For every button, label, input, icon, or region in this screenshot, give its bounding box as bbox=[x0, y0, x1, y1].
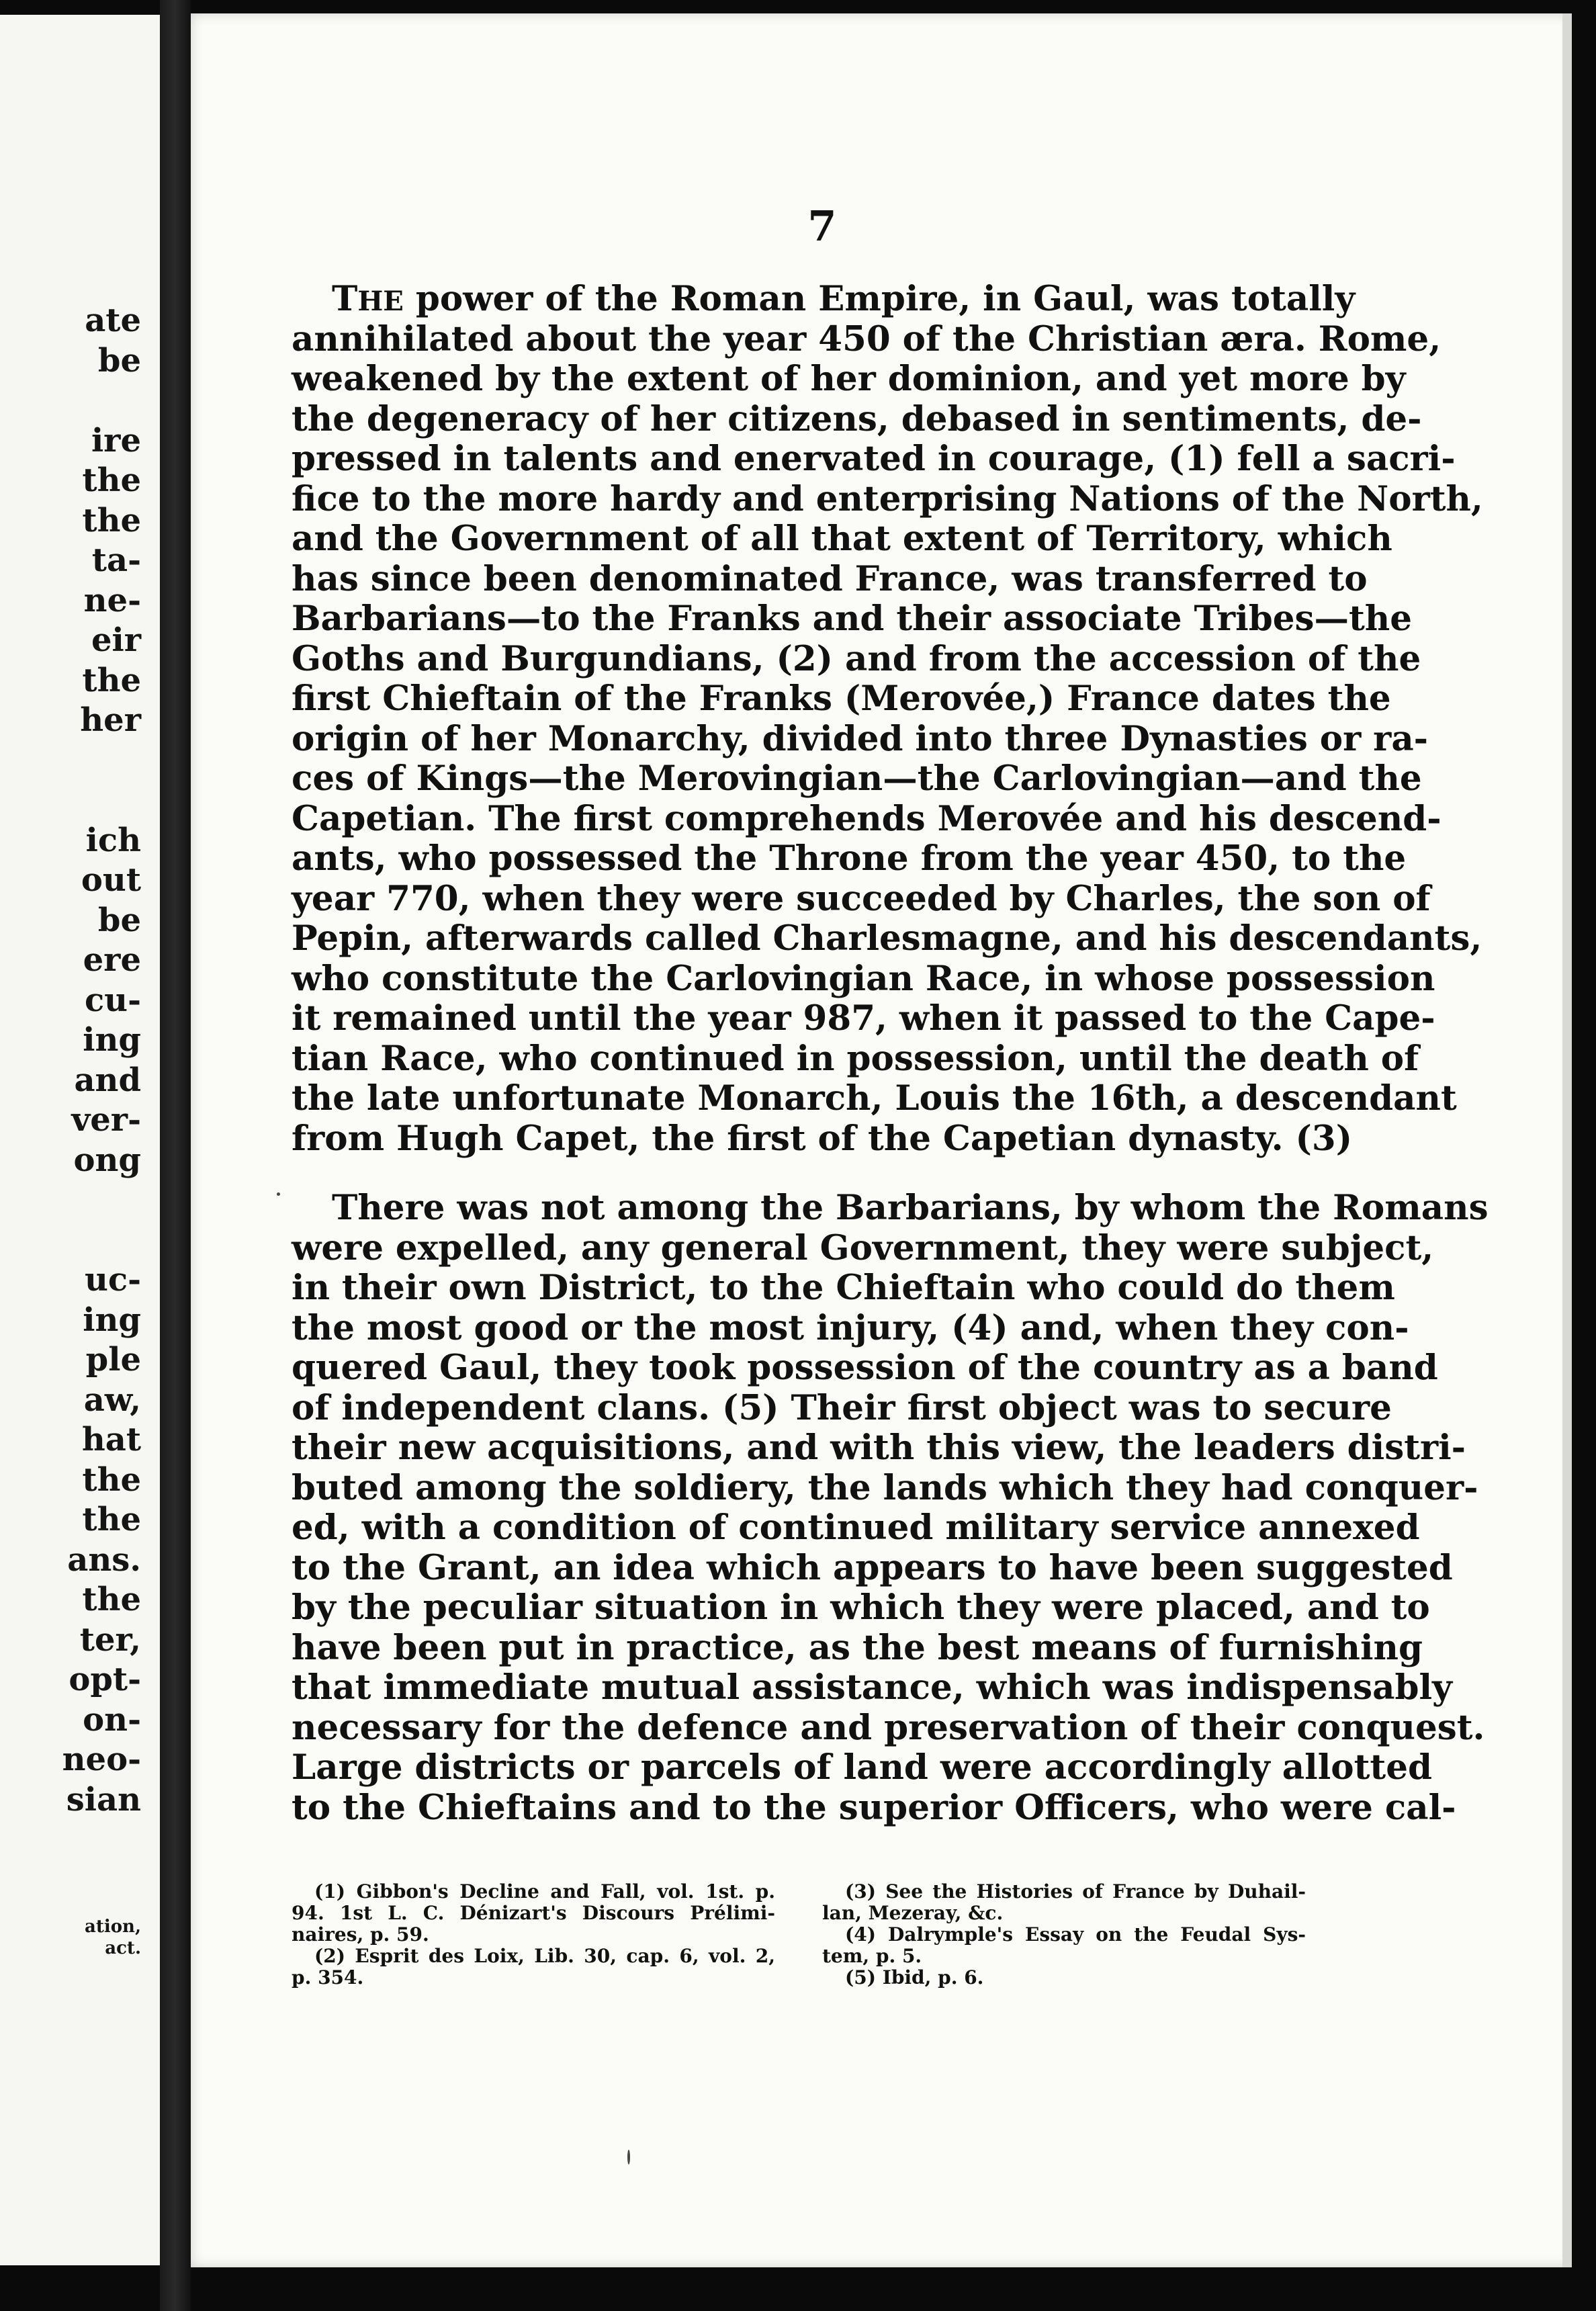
text-line: fice to the more hardy and enterprising Nations of the North, bbox=[292, 478, 1483, 519]
facing-page-line: the bbox=[82, 661, 141, 699]
text-line: ants, who possessed the Throne from the year 450, to the bbox=[292, 838, 1407, 879]
text-line: to the Grant, an idea which appears to have been suggested bbox=[292, 1547, 1453, 1588]
facing-page-line: be bbox=[97, 341, 141, 380]
book-page bbox=[191, 13, 1572, 2267]
facing-page-line: the bbox=[82, 501, 141, 539]
facing-page-line: the bbox=[82, 1581, 141, 1618]
text-line: ed, with a condition of continued military service annexed bbox=[292, 1508, 1420, 1548]
facing-page-line: ich bbox=[85, 821, 141, 859]
facing-page-line: cu- bbox=[84, 981, 141, 1019]
paragraph-2 bbox=[292, 1188, 1489, 1828]
footnotes bbox=[292, 1881, 1326, 2015]
facing-page-line: ver- bbox=[71, 1101, 141, 1139]
text-line: origin of her Monarchy, divided into three Dynasties or ra- bbox=[292, 718, 1429, 759]
text-line: Goths and Burgundians, (2) and from the accession of the bbox=[292, 638, 1421, 679]
facing-page-line: her bbox=[80, 701, 141, 739]
text-line: were expelled, any general Government, they were subject, bbox=[292, 1227, 1434, 1268]
text-line: Barbarians—to the Franks and their associate Tribes—the bbox=[292, 599, 1413, 639]
facing-page-line: the bbox=[82, 1501, 141, 1538]
footnote-line: (4) Dalrymple's Essay on the Feudal Sys- bbox=[845, 1923, 1306, 1946]
footnote-line: 94. 1st L. C. Dénizart's Discours Prélimi- bbox=[292, 1902, 775, 1924]
facing-page-line: on- bbox=[83, 1700, 141, 1739]
facing-page-line: and bbox=[74, 1061, 141, 1099]
facing-page-line: be bbox=[97, 901, 141, 939]
text-line: the late unfortunate Monarch, Louis the 16th, a descendant bbox=[292, 1078, 1457, 1119]
text-line: weakened by the extent of her dominion, and yet more by bbox=[292, 359, 1406, 399]
text-line: annihilated about the year 450 of the Christian æra. Rome, bbox=[292, 318, 1442, 359]
text-line: tian Race, who continued in possession, until the death of bbox=[292, 1038, 1419, 1079]
book-gutter bbox=[160, 0, 191, 2311]
text-line: and the Government of all that extent of Territory, which bbox=[292, 519, 1392, 559]
facing-page-line: ing bbox=[83, 1021, 141, 1059]
text-line: have been put in practice, as the best means of furnishing bbox=[292, 1627, 1423, 1668]
footnote-line: (1) Gibbon's Decline and Fall, vol. 1st. p. bbox=[314, 1880, 775, 1903]
facing-page-line: hat bbox=[81, 1421, 141, 1458]
text-line: quered Gaul, they took possession of the country as a band bbox=[292, 1348, 1438, 1388]
facing-page-line: ne- bbox=[83, 581, 141, 619]
facing-page-line: the bbox=[82, 1460, 141, 1499]
footnote-line: naires, p. 59. bbox=[292, 1923, 429, 1946]
page-number: 7 bbox=[807, 202, 837, 251]
facing-page-line: ter, bbox=[79, 1620, 141, 1659]
facing-page-line: ans. bbox=[67, 1540, 141, 1579]
scan-speck bbox=[627, 2150, 630, 2165]
facing-page-line: ing bbox=[83, 1301, 141, 1339]
text-line: Capetian. The first comprehends Merovée and his descend- bbox=[292, 798, 1442, 839]
text-line: There was not among the Barbarians, by whom the Romans bbox=[332, 1188, 1489, 1228]
text-line: in their own District, to the Chieftain who could do them bbox=[292, 1268, 1395, 1308]
facing-page-line: ple bbox=[85, 1341, 141, 1379]
scan-speck bbox=[277, 1192, 280, 1196]
facing-page-line: ire bbox=[91, 421, 141, 460]
facing-page-line: eir bbox=[91, 621, 141, 659]
text-line: Large districts or parcels of land were accordingly allotted bbox=[292, 1747, 1432, 1788]
footnote-line: (2) Esprit des Loix, Lib. 30, cap. 6, vol. 2, bbox=[314, 1945, 775, 1967]
footnotes-right-column bbox=[822, 1881, 1306, 1989]
text-line: pressed in talents and enervated in courage, (1) fell a sacri- bbox=[292, 439, 1456, 479]
footnote-line: (5) Ibid, p. 6. bbox=[845, 1966, 984, 1989]
footnote-line: (3) See the Histories of France by Duhail- bbox=[845, 1880, 1306, 1903]
text-line: from Hugh Capet, the first of the Capetian dynasty. (3) bbox=[292, 1118, 1353, 1159]
text-line: the degeneracy of her citizens, debased in sentiments, de- bbox=[292, 398, 1422, 439]
facing-page-line: neo- bbox=[62, 1741, 141, 1778]
text-line: it remained until the year 987, when it passed to the Cape- bbox=[292, 998, 1435, 1039]
footnote-line: p. 354. bbox=[292, 1966, 364, 1989]
page-edge bbox=[1562, 13, 1572, 2267]
text-line: that immediate mutual assistance, which was indispensably bbox=[292, 1667, 1452, 1708]
paragraph-gap bbox=[292, 1159, 1323, 1188]
text-line: first Chieftain of the Franks (Merovée,) France dates the bbox=[292, 679, 1391, 719]
text-line: THE power of the Roman Empire, in Gaul, was totally bbox=[332, 279, 1356, 319]
facing-page-line: opt- bbox=[69, 1661, 141, 1698]
facing-page-line: ta- bbox=[91, 541, 141, 579]
facing-page-line: ong bbox=[73, 1141, 141, 1179]
facing-page-line: the bbox=[82, 462, 141, 499]
text-line: to the Chieftains and to the superior Officers, who were cal- bbox=[292, 1787, 1456, 1828]
footnote-line: tem, p. 5. bbox=[822, 1945, 922, 1967]
text-line: of independent clans. (5) Their first object was to secure bbox=[292, 1387, 1392, 1428]
text-line: who constitute the Carlovingian Race, in whose possession bbox=[292, 958, 1435, 999]
text-line: Pepin, afterwards called Charlesmagne, and his descendants, bbox=[292, 918, 1482, 959]
facing-page-line: ate bbox=[85, 302, 141, 339]
footnotes-left-column bbox=[292, 1881, 775, 1989]
paragraph-1 bbox=[292, 279, 1483, 1159]
footnote-line: lan, Mezeray, &c. bbox=[822, 1902, 1004, 1924]
text-line: necessary for the defence and preservation of their conquest. bbox=[292, 1707, 1485, 1748]
body-text bbox=[292, 279, 1489, 1828]
facing-page-line: out bbox=[81, 861, 141, 899]
facing-page-line: ere bbox=[83, 941, 141, 979]
text-line: their new acquisitions, and with this view, the leaders distri- bbox=[292, 1428, 1466, 1468]
text-line: by the peculiar situation in which they were placed, and to bbox=[292, 1587, 1430, 1628]
facing-page-line: sian bbox=[66, 1780, 141, 1819]
facing-page-note: ation, bbox=[84, 1917, 141, 1937]
text-line: buted among the soldiery, the lands which they had conquer- bbox=[292, 1467, 1478, 1508]
text-line: the most good or the most injury, (4) and, when they con- bbox=[292, 1307, 1409, 1348]
facing-page-line: uc- bbox=[84, 1261, 141, 1299]
text-line: year 770, when they were succeeded by Charles, the son of bbox=[292, 878, 1431, 919]
text-line: has since been denominated France, was transferred to bbox=[292, 558, 1368, 599]
facing-page-fragment bbox=[0, 15, 160, 2265]
text-line: ces of Kings—the Merovingian—the Carlovingian—and the bbox=[292, 758, 1422, 799]
facing-page-note: act. bbox=[105, 1938, 141, 1958]
facing-page-line: aw, bbox=[83, 1381, 141, 1419]
